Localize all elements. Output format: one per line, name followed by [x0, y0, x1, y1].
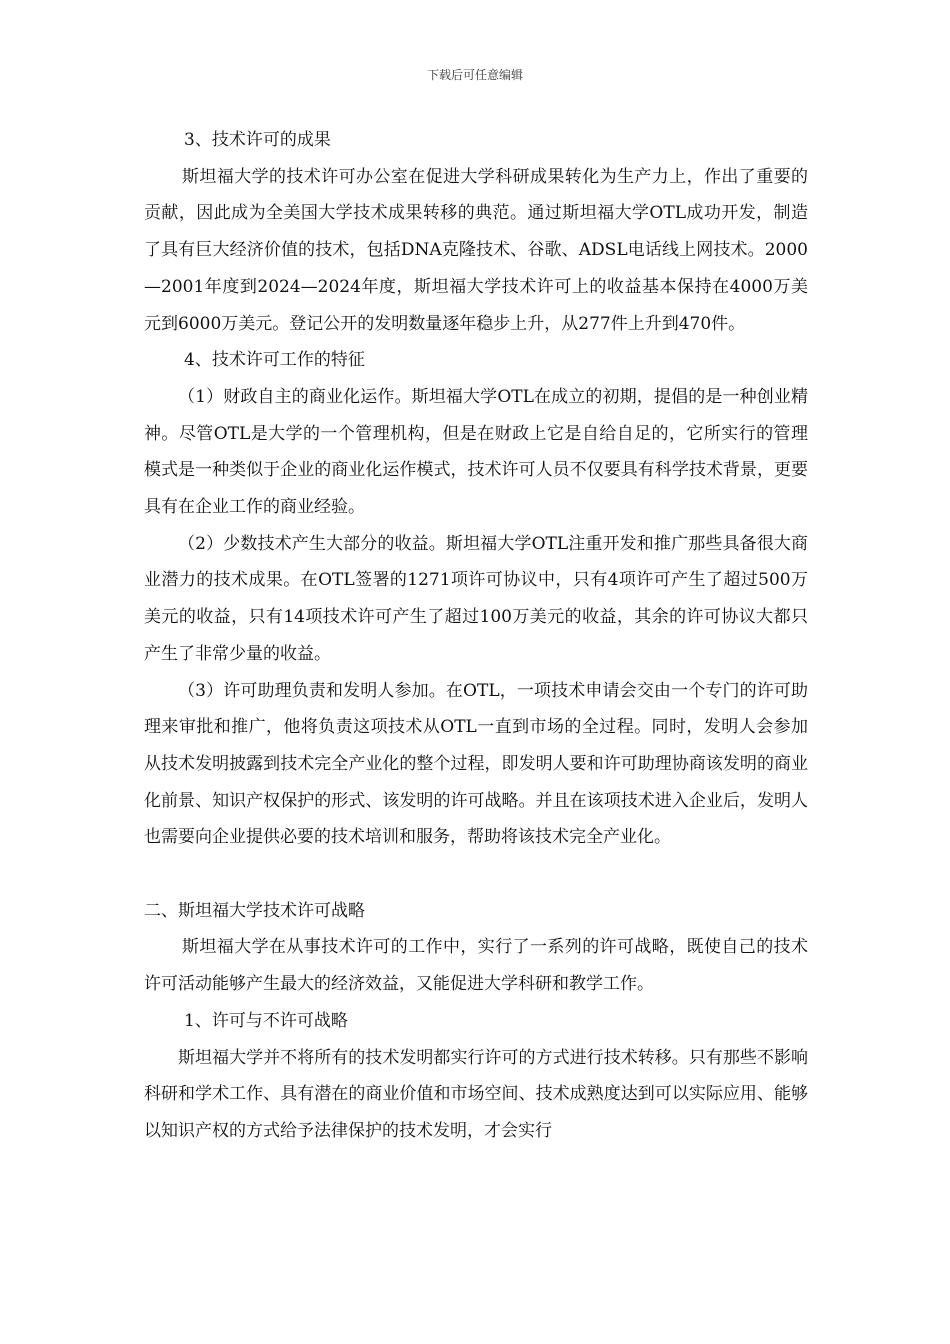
paragraph-gap [144, 856, 808, 893]
part-2-section-1-paragraph: 斯坦福大学并不将所有的技术发明都实行许可的方式进行技术转移。只有那些不影响科研和学术工作、具有潜在的商业价值和市场空间、技术成熟度达到可以实际应用、能够以知识产权的方式给予法律保护的技术发明，才会实行 [144, 1047, 808, 1141]
section-4-item-1: （1）财政自主的商业化运作。斯坦福大学OTL在成立的初期，提倡的是一种创业精神。尽管OTL是大学的一个管理机构，但是在财政上它是自给自足的，它所实行的管理模式是一种类似于企业的商业化运作模式，技术许可人员不仅要具有科学技术背景，更要具有在企业工作的商业经验。 [144, 386, 808, 518]
section-4-item-3: （3）许可助理负责和发明人参加。在OTL，一项技术申请会交由一个专门的许可助理来审批和推广，他将负责这项技术从OTL一直到市场的全过程。同时，发明人会参加从技术发明披露到技术完全产业化的整个过程，即发明人要和许可助理协商该发明的商业化前景、知识产权保护的形式、该发明的许可战略。并且在该项技术进入企业后，发明人也需要向企业提供必要的技术培训和服务，帮助将该技术完全产业化。 [144, 680, 808, 848]
page-header: 下载后可任意编辑 [426, 68, 523, 82]
part-2-intro-paragraph: 斯坦福大学在从事技术许可的工作中，实行了一系列的许可战略，既使自己的技术许可活动能够产生最大的经济效益，又能促进大学科研和教学工作。 [144, 937, 808, 995]
document-body [144, 122, 808, 1150]
part-2-title: 二、斯坦福大学技术许可战略 [144, 900, 365, 921]
section-3-paragraph: 斯坦福大学的技术许可办公室在促进大学科研成果转化为生产力上，作出了重要的贡献，因此成为全美国大学技术成果转移的典范。通过斯坦福大学OTL成功开发，制造了具有巨大经济价值的技术，包括DNA克隆技术、谷歌、ADSL电话线上网技术。2000—2001年度到2024—2024年度，斯坦福大学技术许可上的收益基本保持在4000万美元到6000万美元。登记公开的发明数量逐年稳步上升，从277件上升到470件。 [144, 166, 808, 334]
section-4-title: 4、技术许可工作的特征 [184, 350, 365, 371]
section-4-item-2: （2）少数技术产生大部分的收益。斯坦福大学OTL注重开发和推广那些具备很大商业潜力的技术成果。在OTL签署的1271项许可协议中，只有4项许可产生了超过500万美元的收益，只有14项技术许可产生了超过100万美元的收益，其余的许可协议大都只产生了非常少量的收益。 [144, 533, 808, 664]
section-3-title: 3、技术许可的成果 [184, 130, 331, 150]
part-2-section-1-title: 1、许可与不许可战略 [184, 1010, 348, 1031]
